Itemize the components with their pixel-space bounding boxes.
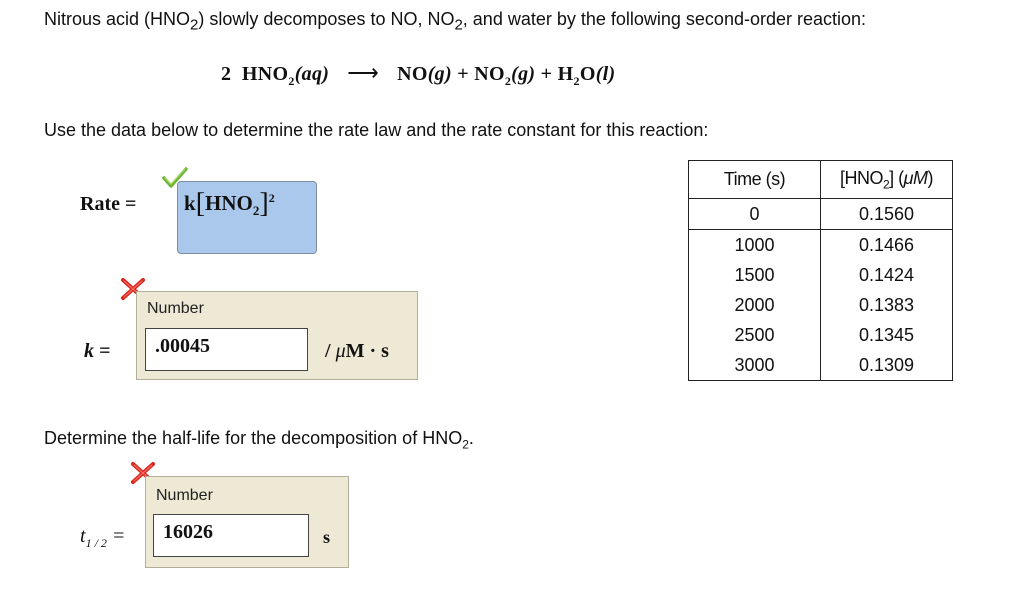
table-cell: 0.1424: [821, 260, 953, 290]
half-life-unit: s: [323, 527, 331, 547]
data-table: [688, 160, 953, 381]
half-life-label: $t_{1 / 2}$ =: [80, 525, 126, 550]
reaction-arrow: ⟶: [347, 60, 380, 85]
table-header-concentration: $[HNO_2]$ (μM): [821, 161, 953, 199]
rate-constant-number-label: Number: [147, 300, 204, 317]
rate-constant-unit: / μM · s: [325, 340, 389, 362]
table-cell: 0.1466: [821, 230, 953, 261]
instruction-text: Use the data below to determine the rate law and the rate constant for this reaction:: [44, 120, 709, 140]
table-row: [689, 320, 953, 350]
table-cell: 0.1309: [821, 350, 953, 381]
rate-label: Rate =: [80, 193, 137, 215]
rate-law-expression: $k[HNO_2]^2$: [184, 188, 275, 219]
reaction-equation: 2 $HNO_2(aq)$ ⟶ $NO(g) + NO_2(g) + H_2O(l)$: [221, 60, 616, 88]
table-cell: 0.1560: [821, 199, 953, 230]
table-row: [689, 199, 953, 230]
rate-constant-label: k =: [84, 340, 111, 362]
table-cell: 0.1345: [821, 320, 953, 350]
table-cell: 3000: [689, 350, 821, 381]
half-life-input[interactable]: 16026: [153, 514, 309, 557]
table-row: [689, 350, 953, 381]
rate-constant-input[interactable]: .00045: [145, 328, 308, 371]
table-cell: 2000: [689, 290, 821, 320]
half-life-number-label: Number: [156, 487, 213, 504]
half-life-question: Determine the half-life for the decomposition of $HNO_2$.: [44, 428, 474, 452]
table-header-time: Time (s): [689, 161, 821, 199]
table-cell: 0.1383: [821, 290, 953, 320]
table-row: [689, 260, 953, 290]
table-row: [689, 290, 953, 320]
table-cell: 1500: [689, 260, 821, 290]
table-cell: 0: [689, 199, 821, 230]
table-cell: 1000: [689, 230, 821, 261]
table-cell: 2500: [689, 320, 821, 350]
table-row: [689, 230, 953, 261]
checkmark-icon: [162, 166, 188, 190]
problem-intro: Nitrous acid $(HNO_2)$ slowly decomposes to NO, $NO_2$, and water by the following second-order reaction:: [44, 9, 867, 34]
